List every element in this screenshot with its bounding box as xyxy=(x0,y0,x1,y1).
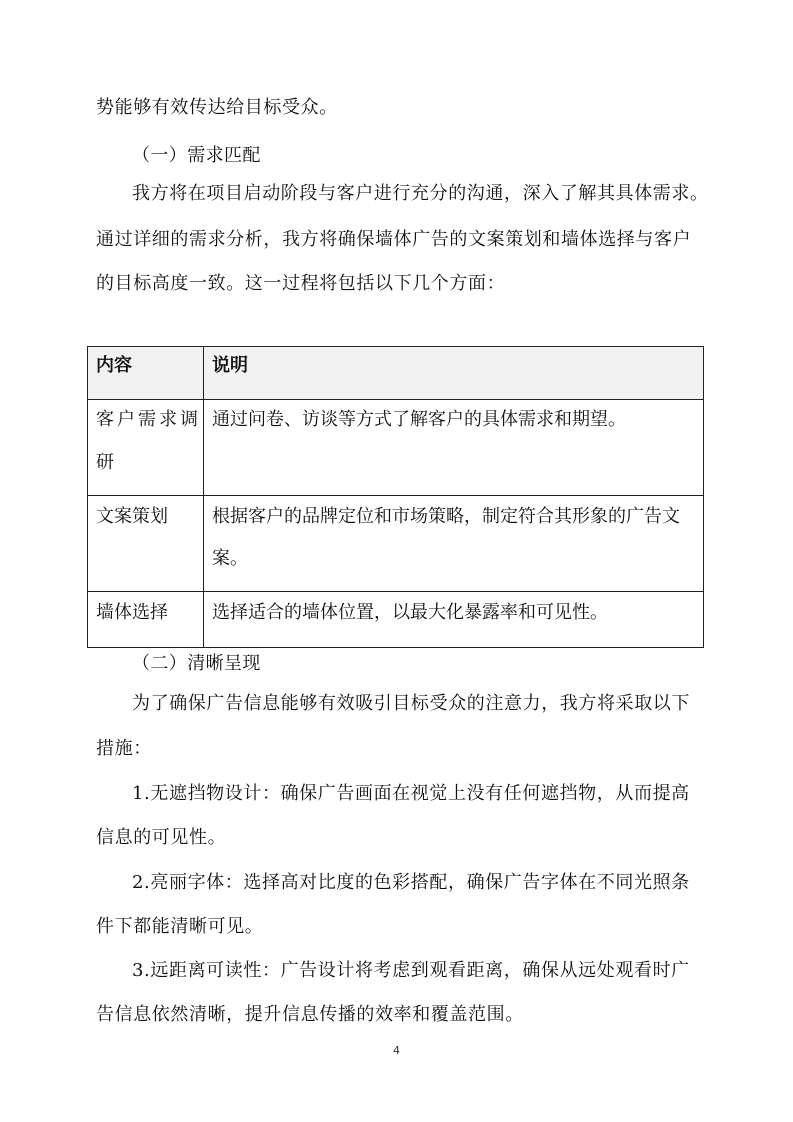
paragraph-line: 通过详细的需求分析，我方将确保墙体广告的文案策划和墙体选择与客户 xyxy=(96,229,692,250)
section-heading-demand-matching: （一）需求匹配 xyxy=(132,145,261,166)
requirements-table xyxy=(87,346,704,648)
list-item-line: 件下都能清晰可见。 xyxy=(96,916,264,937)
list-item-line: 3.远距离可读性：广告设计将考虑到观看距离，确保从远处观看时广 xyxy=(132,960,690,981)
table-row-divider xyxy=(88,591,703,592)
table-cell-content: 文案策划 xyxy=(96,506,168,527)
paragraph-line: 措施： xyxy=(96,738,152,759)
table-header-description: 说明 xyxy=(212,355,248,376)
list-item-line: 告信息依然清晰，提升信息传播的效率和覆盖范围。 xyxy=(96,1004,524,1025)
table-header-background xyxy=(88,347,703,399)
paragraph-line: 的目标高度一致。这一过程将包括以下几个方面： xyxy=(96,273,506,294)
table-cell-description: 案。 xyxy=(212,548,248,569)
table-cell-content: 墙体选择 xyxy=(96,602,168,623)
table-header-content: 内容 xyxy=(96,355,132,376)
list-item-line: 信息的可见性。 xyxy=(96,827,227,848)
table-row-divider xyxy=(88,495,703,496)
table-cell-description: 选择适合的墙体位置，以最大化暴露率和可见性。 xyxy=(212,602,608,623)
list-item-line: 1.无遮挡物设计：确保广告画面在视觉上没有任何遮挡物，从而提高 xyxy=(132,783,690,804)
table-cell-description: 通过问卷、访谈等方式了解客户的具体需求和期望。 xyxy=(212,409,626,430)
table-row-divider xyxy=(88,399,703,400)
table-cell-description: 根据客户的品牌定位和市场策略，制定符合其形象的广告文 xyxy=(212,506,680,527)
table-column-divider xyxy=(203,347,204,647)
table-cell-content: 研 xyxy=(96,452,114,473)
paragraph-line: 我方将在项目启动阶段与客户进行充分的沟通，深入了解其具体需求。 xyxy=(132,183,709,204)
table-cell-content: 客户需求调 xyxy=(96,409,201,430)
section-heading-clear-presentation: （二）清晰呈现 xyxy=(132,653,261,674)
list-item-line: 2.亮丽字体：选择高对比度的色彩搭配，确保广告字体在不同光照条 xyxy=(132,872,690,893)
paragraph-line: 为了确保广告信息能够有效吸引目标受众的注意力，我方将采取以下 xyxy=(132,693,690,714)
paragraph-line: 势能够有效传达给目标受众。 xyxy=(96,97,338,118)
page-number: 4 xyxy=(393,1044,400,1057)
